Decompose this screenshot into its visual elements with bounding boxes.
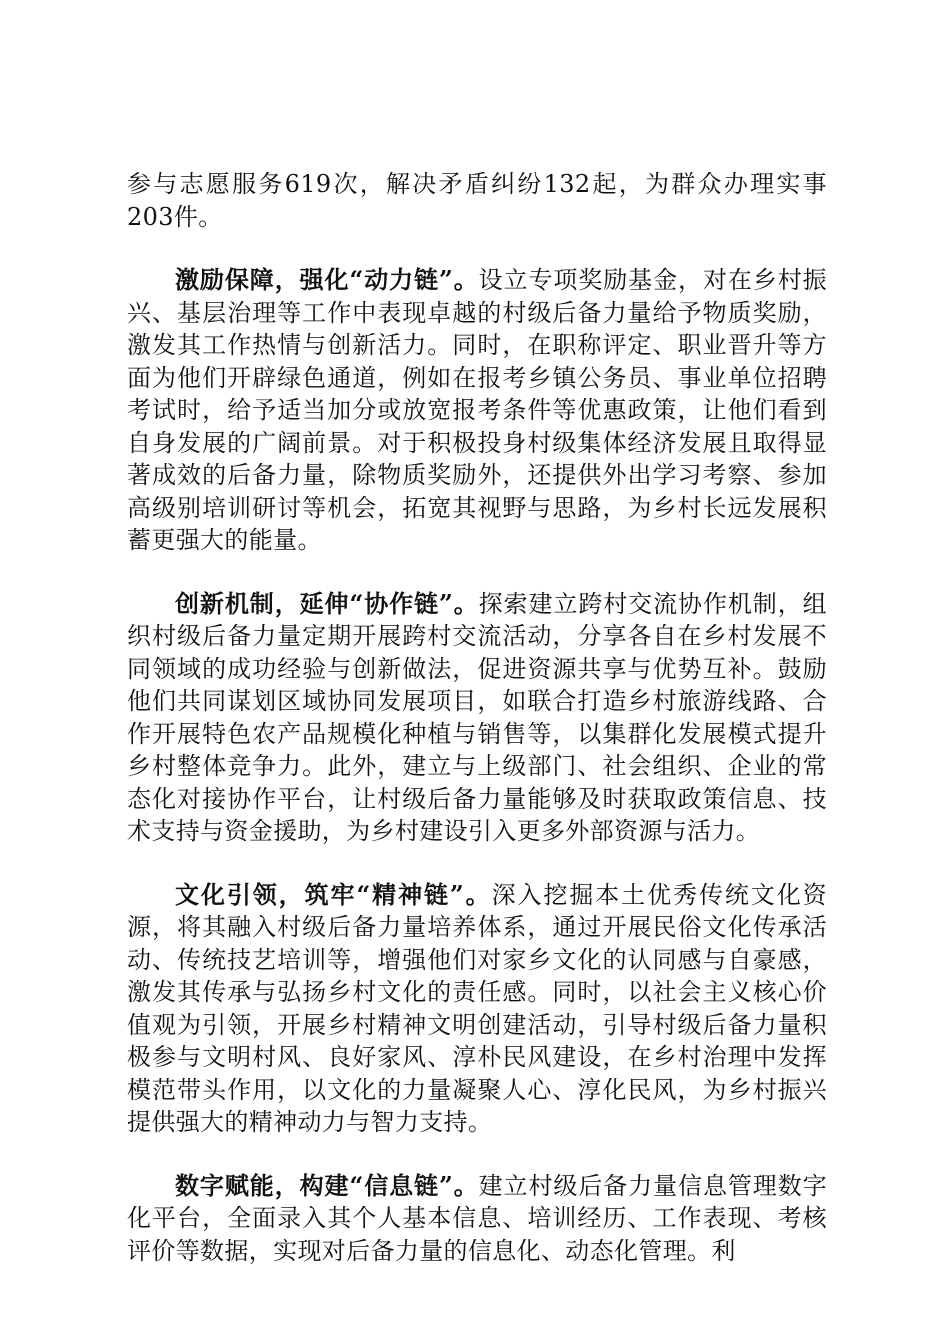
paragraph-digital-empowerment: [127, 1170, 827, 1268]
paragraph-continuation: [127, 168, 827, 233]
paragraph-heading: 创新机制，延伸“协作链”。: [175, 588, 479, 618]
paragraph-heading: 数字赋能，构建“信息链”。: [175, 1170, 479, 1200]
paragraph-heading: 激励保障，强化“动力链”。: [175, 265, 479, 294]
paragraph-body: 建立村级后备力量信息管理数字化平台，全面录入其个人基本信息、培训经历、工作表现、考核评价等数据，实现对后备力量的信息化、动态化管理。利: [127, 1171, 827, 1265]
paragraph-innovation-mechanism: [127, 588, 827, 848]
paragraph-body: 参与志愿服务619次，解决矛盾纠纷132起，为群众办理实事203件。: [127, 170, 827, 231]
paragraph-incentive-guarantee: [127, 264, 827, 557]
paragraph-body: 深入挖掘本土优秀传统文化资源，将其融入村级后备力量培养体系，通过开展民俗文化传承活动、传统技艺培训等，增强他们对家乡文化的认同感与自豪感，激发其传承与弘扬乡村文化的责任感。同时，以社会主义核心价值观为引领，开展乡村精神文明创建活动，引导村级后备力量积极参与文明村风、良好家风、淳朴民风建设，在乡村治理中发挥模范带头作用，以文化的力量凝聚人心、淳化民风，为乡村振兴提供强大的精神动力与智力支持。: [127, 880, 827, 1136]
paragraph-body: 设立专项奖励基金，对在乡村振兴、基层治理等工作中表现卓越的村级后备力量给予物质奖励，激发其工作热情与创新活力。同时，在职称评定、职业晋升等方面为他们开辟绿色通道，例如在报考乡镇公务员、事业单位招聘考试时，给予适当加分或放宽报考条件等优惠政策，让他们看到自身发展的广阔前景。对于积极投身村级集体经济发展且取得显著成效的后备力量，除物质奖励外，还提供外出学习考察、参加高级别培训研讨等机会，拓宽其视野与思路，为乡村长远发展积蓄更强大的能量。: [127, 266, 827, 554]
document-page: [127, 168, 827, 1298]
paragraph-heading: 文化引领，筑牢“精神链”。: [175, 879, 492, 909]
paragraph-body: 探索建立跨村交流协作机制，组织村级后备力量定期开展跨村交流活动，分享各自在乡村发展不同领域的成功经验与创新做法，促进资源共享与优势互补。鼓励他们共同谋划区域协同发展项目，如联合打造乡村旅游线路、合作开展特色农产品规模化种植与销售等，以集群化发展模式提升乡村整体竞争力。此外，建立与上级部门、社会组织、企业的常态化对接协作平台，让村级后备力量能够及时获取政策信息、技术支持与资金援助，为乡村建设引入更多外部资源与活力。: [127, 589, 827, 845]
paragraph-culture-leading: [127, 879, 827, 1139]
